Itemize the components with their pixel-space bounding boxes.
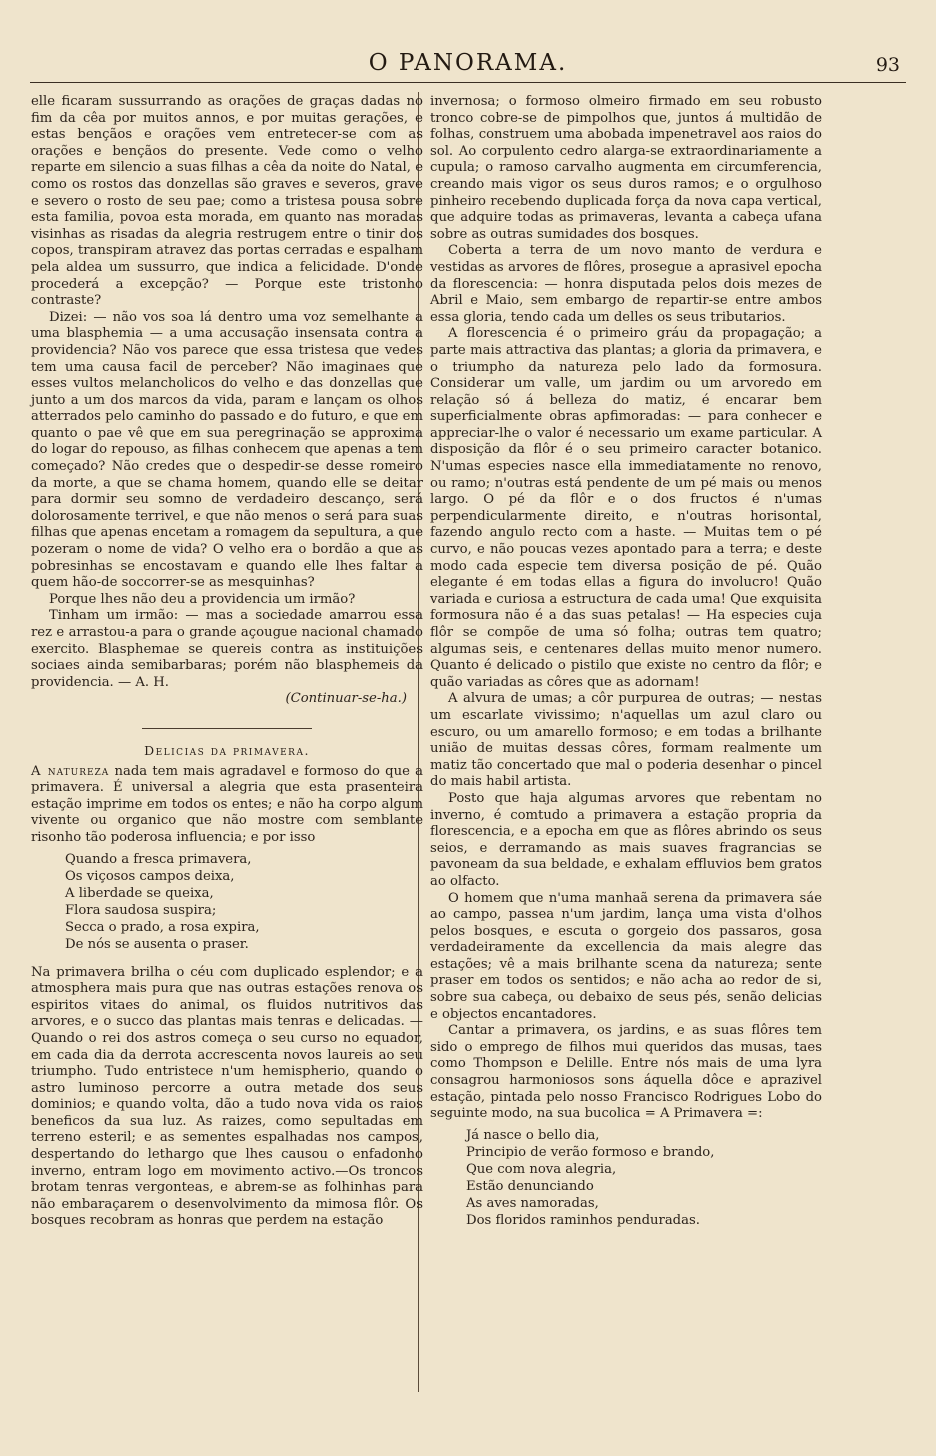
paragraph: A florescencia é o primeiro gráu da propagação; a parte mais attractiva das plantas; a gloria da primavera, e o triumpho da natureza pelo lado da formosura. Considerar um valle, um jardim ou um arvoredo em relação só á belleza do matiz, é encarar bem superficialmente obras apfimoradas: — para conhecer e appreciar-lhe o valor é necessario um exame particular. A disposição da flôr é o seu primeiro caracter botanico. N'umas especies nasce ella immediatamente no renovo, ou ramo; n'outras está pendente de um pé mais ou menos largo. O pé da flôr e o dos fructos é n'umas perpendicularmente direito, e n'outras horisontal, fazendo angulo recto com a haste. — Muitas tem o pé curvo, e não poucas vezes apontado para a terra; e deste modo cada especie tem diversa posição de pé. Quão elegante é em todas ellas a figura do involucro! Quão variada e curiosa a estructura de cada uma! Que exquisita formosura não é a das suas petalas! — Ha especies cuja flôr se compõe de uma só folha; outras tem quatro; algumas seis, e centenares dellas muito menor numero. Quanto é delicado o pistilo que existe no centro da flôr; e quão variadas as côres que as adornam! xyxy=(430,326,822,690)
verse-line: Que com nova alegria, xyxy=(466,1161,617,1177)
continuation-note: (Continuar-se-ha.) xyxy=(285,691,407,707)
page-number: 93 xyxy=(875,54,900,76)
section-rule xyxy=(142,728,312,729)
lead-words: A natureza xyxy=(31,763,110,779)
verse-line: Quando a fresca primavera, xyxy=(65,851,252,867)
paragraph: O homem que n'uma manhaã serena da primavera sáe ao campo, passea n'um jardim, lança uma vista d'olhos pelos bosques, e escuta o gorgeio dos passaros, gosa verdadeiramente da excellencia da mais alegre das estações; vê a mais brilhante scena da natureza; sente praser em todos os sentidos; e não acha ao redor de si, sobre sua cabeça, ou debaixo de seus pés, senão delicias e objectos encantadores. xyxy=(430,890,822,1022)
paragraph-intro xyxy=(31,764,423,847)
paragraph: Tinham um irmão: — mas a sociedade amarrou essa rez e arrastou-a para o grande açougue nacional chamado exercito. Blasphemae se quereis contra as instituições sociaes ainda semibarbaras; porém não blasphemeis da providencia. — A. H. xyxy=(31,608,423,690)
paragraph: Posto que haja algumas arvores que rebentam no inverno, é comtudo a primavera a estação propria da florescencia, e a epocha em que as flôres abrindo os seus seios, e derramando as mais suaves fragrancias se pavoneam da sua beldade, e exhalam effluvios bem gratos ao olfacto. xyxy=(430,790,822,889)
paragraph: Coberta a terra de um novo manto de verdura e vestidas as arvores de flôres, prosegue a aprasivel epocha da florescencia: — honra disputada pelos dois mezes de Abril e Maio, sem embargo de repartir-se entre ambos essa gloria, tendo cada um delles os seus tributarios. xyxy=(430,243,822,325)
intro-text: nada tem mais agradavel e formoso do que a primavera. É universal a alegria que esta prasenteira estação imprime em todos os entes; e não ha corpo algum vivente ou organico que não mostre com semblante risonho tão poderosa influencia; e por isso xyxy=(31,763,423,845)
verse-line: A liberdade se queixa, xyxy=(65,885,214,901)
header-rule xyxy=(30,82,906,83)
verse-block xyxy=(466,1127,822,1229)
page-header xyxy=(30,48,906,82)
paragraph: Cantar a primavera, os jardins, e as suas flôres tem sido o emprego de filhos mui queridos das musas, taes como Thompson e Delille. Entre nós mais de uma lyra consagrou harmoniosos sons áquella dôce e aprazivel estação, pintada pelo nosso Francisco Rodrigues Lobo do seguinte modo, na sua bucolica = A Primavera =: xyxy=(430,1023,822,1122)
verse-line: As aves namoradas, xyxy=(466,1195,599,1211)
paragraph: Porque lhes não deu a providencia um irmão? xyxy=(49,591,356,607)
section-title: Delicias da primavera. xyxy=(144,742,310,758)
right-column xyxy=(430,94,822,1229)
verse-line: Já nasce o bello dia, xyxy=(466,1127,600,1143)
verse-line: Dos floridos raminhos penduradas. xyxy=(466,1212,700,1228)
verse-line: Flora saudosa suspira; xyxy=(65,902,217,918)
paragraph: A alvura de umas; a côr purpurea de outras; — nestas um escarlate vivissimo; n'aquellas um azul claro ou escuro, ou um amarello formoso; e em todas a brilhante união de muitas dessas côres, formam realmente um matiz tão concertado que mal o poderia desenhar o pincel do mais habil artista. xyxy=(430,691,822,790)
verse-line: Os viçosos campos deixa, xyxy=(65,868,235,884)
paragraph: elle ficaram sussurrando as orações de graças dadas no fim da cêa por muitos annos, e por muitas gerações, e estas bençãos e orações vem entretecer-se com as orações e bençãos do presente. Vede como o velho reparte em silencio a suas filhas a cêa da noite do Natal, e como os rostos das donzellas são graves e severos, grave e severo o rosto de seu pae; como a tristesa pousa sobre esta familia, povoa esta morada, em quanto nas moradas visinhas as risadas da alegria restrugem entre o tinir dos copos, transpiram atravez das portas cerradas e espalham pela aldea um sussurro, que indica a felicidade. D'onde procederá a excepção? — Porque este tristonho contraste? xyxy=(31,94,423,309)
verse-line: Estão denunciando xyxy=(466,1178,594,1194)
left-column xyxy=(31,94,423,1230)
verse-block xyxy=(65,851,423,953)
verse-line: Principio de verão formoso e brando, xyxy=(466,1144,715,1160)
paragraph: invernosa; o formoso olmeiro firmado em seu robusto tronco cobre-se de pimpolhos que, juntos á multidão de folhas, construem uma abobada impenetravel aos raios do sol. Ao corpulento cedro alarga-se extraordinariamente a cupula; o ramoso carvalho augmenta em circumferencia, creando mais vigor os seus duros ramos; e o orgulhoso pinheiro recebendo duplicada força da nova capa vertical, que adquire todas as primaveras, levanta a cabeça ufana sobre as outras sumidades dos bosques. xyxy=(430,94,822,242)
masthead-title: O PANORAMA. xyxy=(368,50,568,76)
paragraph: Dizei: — não vos soa lá dentro uma voz semelhante a uma blasphemia — a uma accusação insensata contra a providencia? Não vos parece que essa tristesa que vedes tem uma causa facil de perceber? Não imaginaes que esses vultos melancholicos do velho e das donzellas que junto a um dos marcos da vida, param e lançam os olhos atterrados pelo caminho do passado e do futuro, e que em quanto o pae vê que em sua peregrinação se approxima do logar do repouso, as filhas conhecem que apenas a tem começado? Não credes que o despedir-se desse romeiro da morte, a que se chama homem, quando elle se deitar para dormir seu somno de verdadeiro descanço, será dolorosamente terrivel, e que não menos o será para suas filhas que apenas encetam a romagem da sepultura, a que pozeram o nome de vida? O velho era o bordão a que as pobresinhas se encostavam e quando elle lhes faltar a quem hão-de soccorrer-se as mesquinhas? xyxy=(31,309,423,591)
verse-line: De nós se ausenta o praser. xyxy=(65,936,249,952)
verse-line: Secca o prado, a rosa expira, xyxy=(65,919,260,935)
paragraph: Na primavera brilha o céu com duplicado esplendor; e a atmosphera mais pura que nas outras estações renova os espiritos vitaes do animal, os fluidos nutritivos das arvores, e o succo das plantas mais tenras e delicadas. — Quando o rei dos astros começa o seu curso no equador, em cada dia da derrota accrescenta novos laureis ao seu triumpho. Tudo entristece n'um hemispherio, quando o astro luminoso percorre a outra metade dos seus dominios; e quando volta, dão a tudo nova vida os raios beneficos da sua luz. As raizes, como sepultadas em terreno esteril; e as sementes espalhadas nos campos, despertando do lethargo que lhes causou o enfadonho inverno, entram logo em movimento activo.—Os troncos brotam tenras vergonteas, e abrem-se as folhinhas para não embaraçarem o desenvolvimento da mimosa flôr. Os bosques recobram as honras que perdem na estação xyxy=(31,964,423,1229)
